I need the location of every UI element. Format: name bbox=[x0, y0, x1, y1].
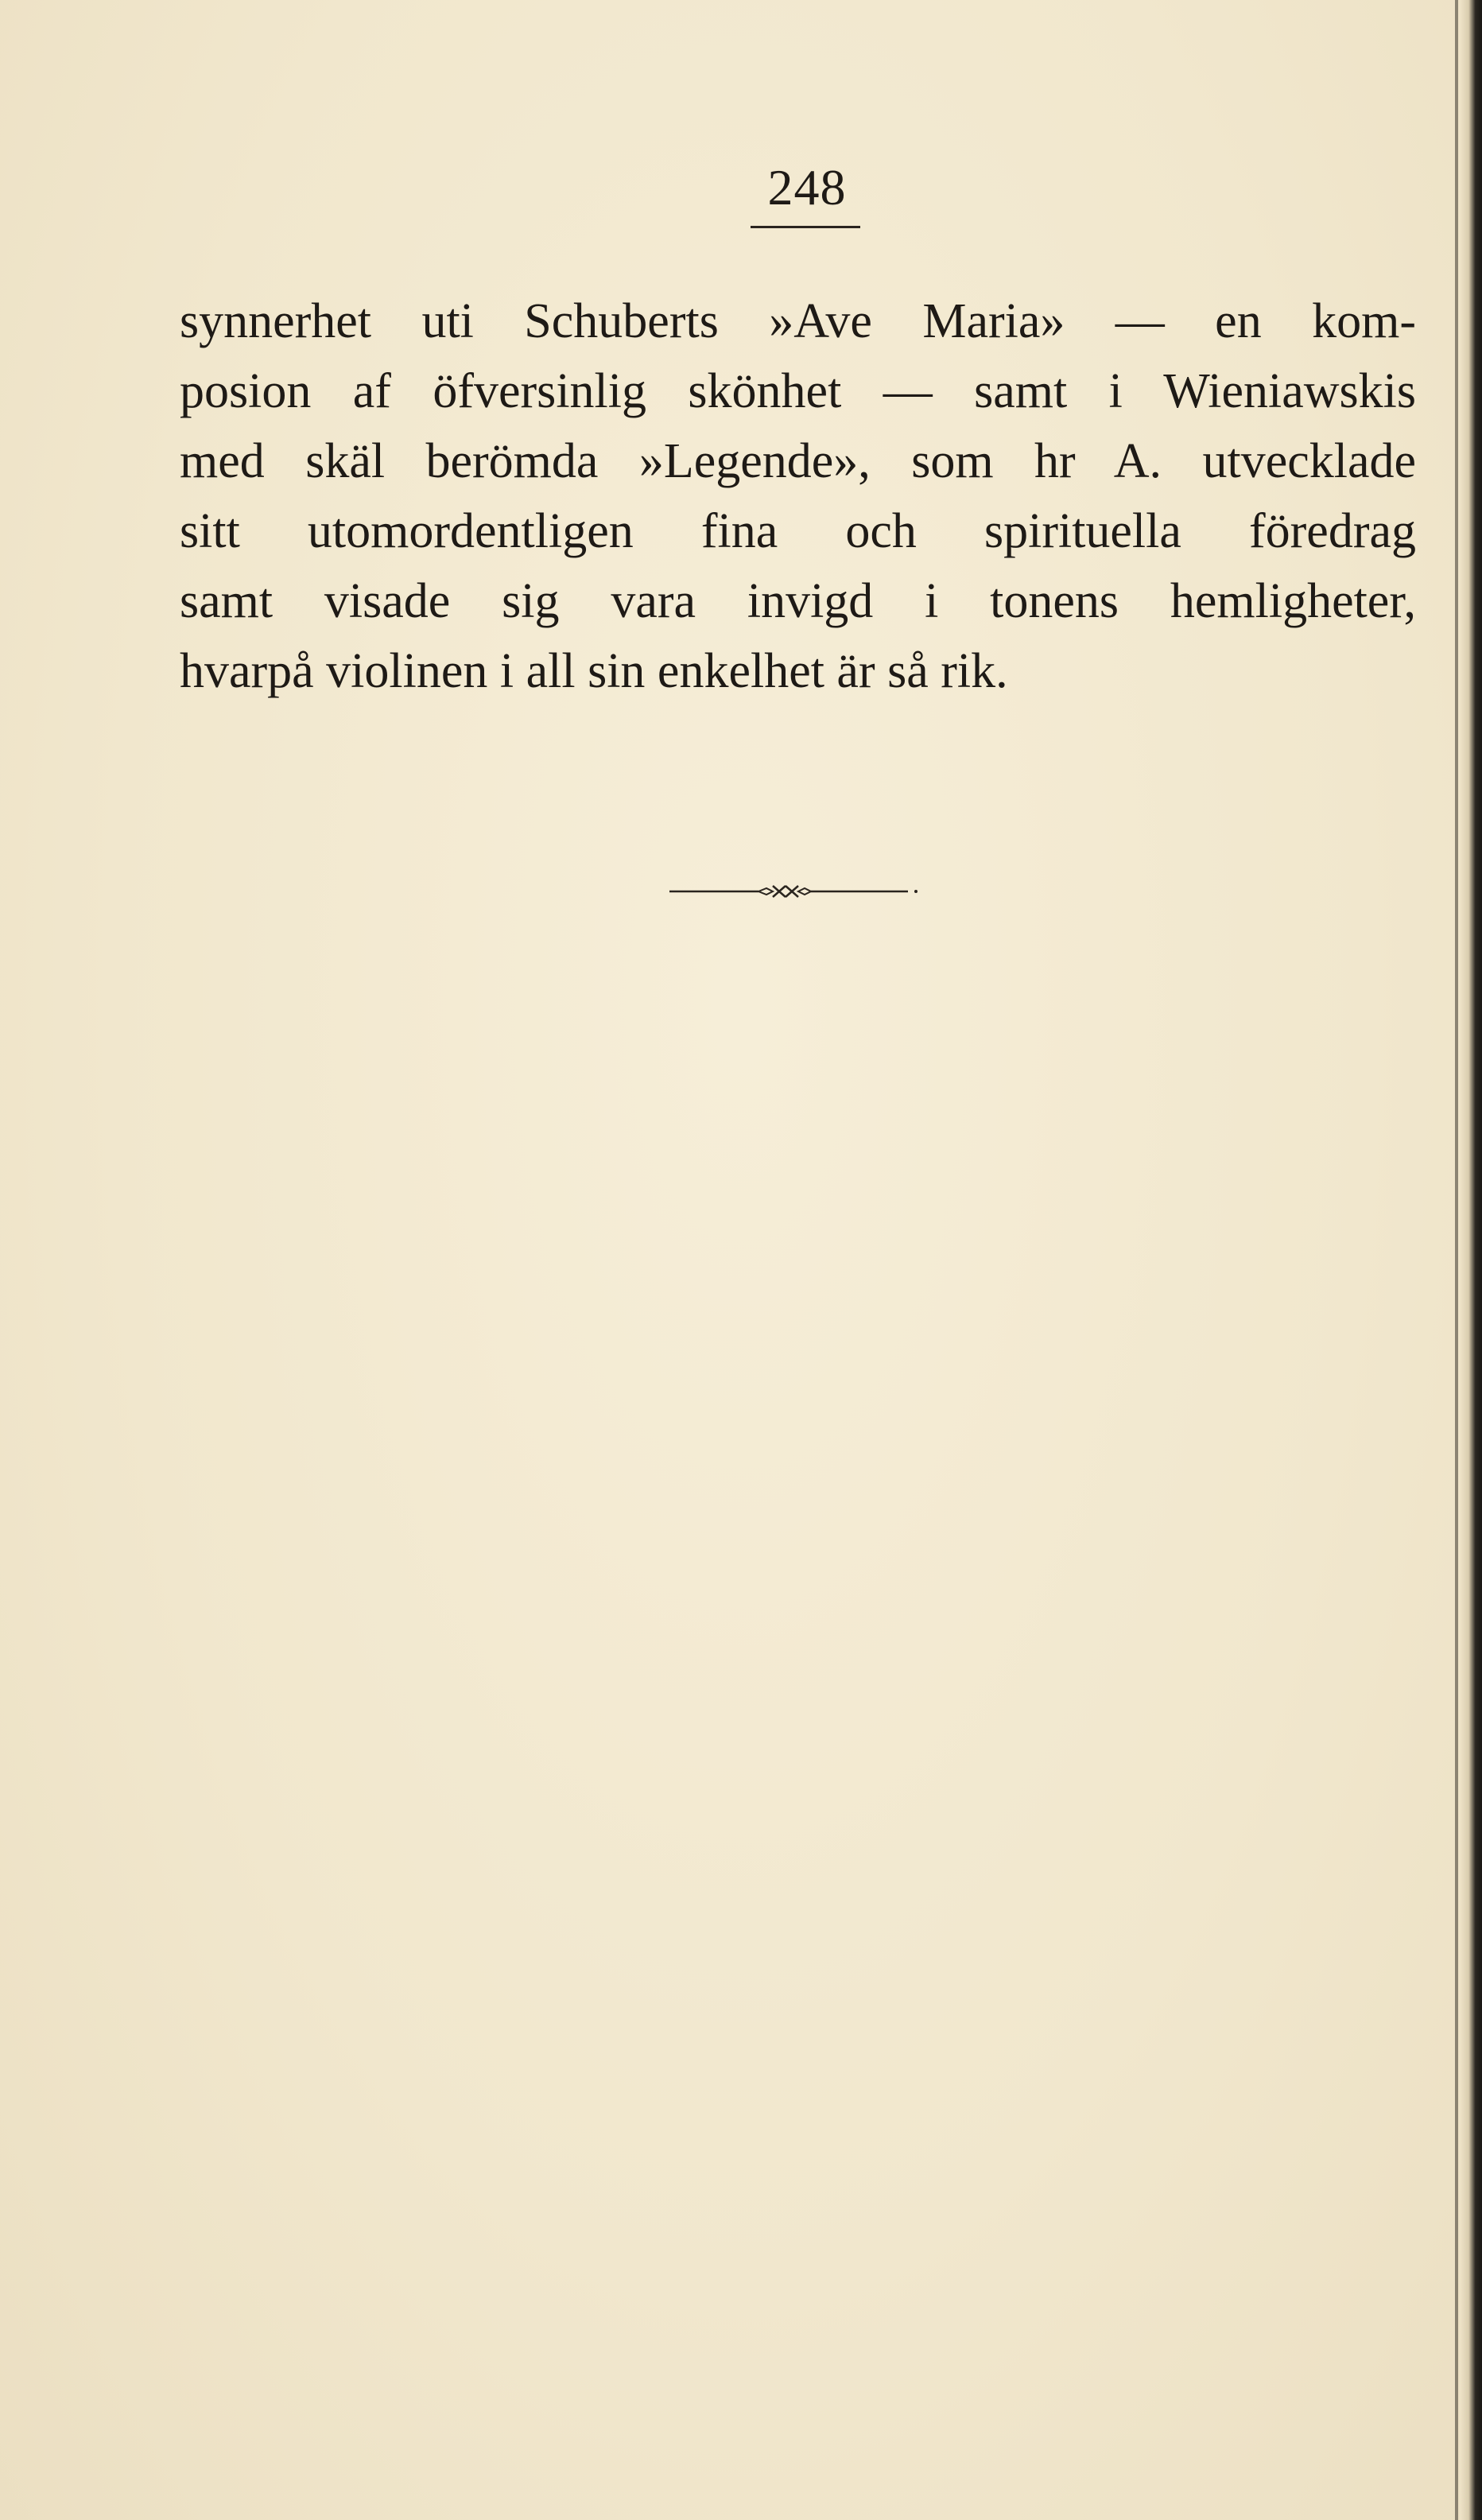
text-line: med skäl berömda »Legende», som hr A. utvecklade bbox=[180, 434, 1416, 488]
page-edge-shadow bbox=[1455, 0, 1458, 2520]
page-number: 248 bbox=[767, 159, 847, 216]
body-text bbox=[180, 286, 1416, 706]
text-line: posion af öfversinlig skönhet — samt i Wieniawskis bbox=[180, 364, 1416, 418]
text-line: samt visade sig vara invigd i tonens hemligheter, bbox=[180, 574, 1416, 628]
section-divider-icon bbox=[669, 879, 924, 903]
text-line: synnerhet uti Schuberts »Ave Maria» — en kom- bbox=[180, 294, 1416, 348]
page-binding-edge bbox=[1460, 0, 1482, 2520]
text-line: sitt utomordentligen fina och spirituella föredrag bbox=[180, 504, 1416, 558]
page-number-underline bbox=[751, 226, 860, 228]
text-line: hvarpå violinen i all sin enkelhet är så rik. bbox=[180, 644, 1008, 698]
